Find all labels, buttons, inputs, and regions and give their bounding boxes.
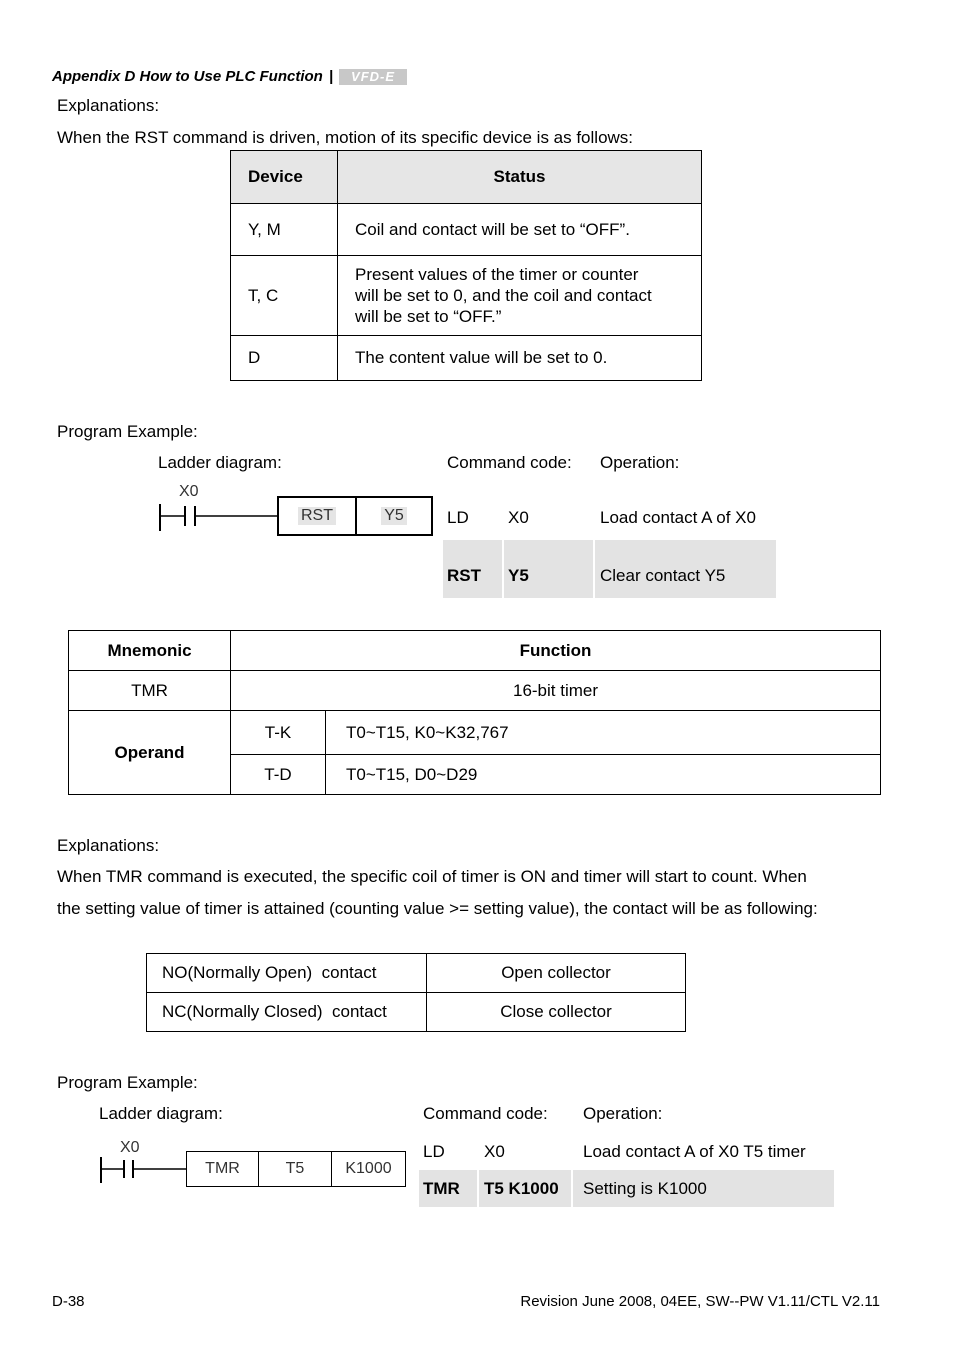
header-title: Appendix D How to Use PLC Function	[52, 68, 323, 85]
status-cell: Coil and contact will be set to “OFF”.	[338, 204, 702, 256]
status-line: will be set to 0, and the coil and contact	[355, 286, 652, 305]
code-cmd: TMR	[423, 1179, 460, 1198]
device-cell: T, C	[231, 256, 338, 336]
mnemonic-cell: TMR	[69, 671, 231, 711]
header-separator: |	[328, 68, 334, 85]
code-op: Setting is K1000	[583, 1179, 707, 1198]
code-cmd: LD	[447, 508, 469, 527]
table-header-row	[69, 631, 881, 671]
ladder-timer: T5	[259, 1152, 332, 1186]
table-row	[69, 711, 881, 755]
rst-program-example-label: Program Example:	[57, 422, 198, 441]
operand-range-cell: T0~T15, K0~K32,767	[326, 711, 881, 755]
ladder-instruction-box	[277, 496, 433, 536]
operand-range-cell: T0~T15, D0~D29	[326, 755, 881, 795]
code-cmd: LD	[423, 1142, 445, 1161]
ladder-instruction: TMR	[187, 1152, 259, 1186]
rst-explanations-label: Explanations:	[57, 96, 160, 115]
contact-cell: NO(Normally Open) contact	[147, 954, 427, 993]
normally-open-contact-icon	[155, 500, 285, 534]
function-cell: 16-bit timer	[231, 671, 881, 711]
tmr-command-code-label: Command code:	[423, 1104, 548, 1123]
tmr-spec-table	[68, 630, 881, 795]
page-number: D-38	[52, 1293, 85, 1310]
page-header	[52, 68, 407, 85]
table-row	[231, 256, 702, 336]
ladder-operand: Y5	[357, 498, 431, 534]
rst-intro-text: When the RST command is driven, motion of its specific device is as follows:	[57, 128, 634, 147]
state-cell: Close collector	[427, 993, 686, 1032]
code-arg: T5 K1000	[484, 1179, 559, 1198]
code-arg: X0	[484, 1142, 505, 1161]
rst-ladder-label: Ladder diagram:	[158, 453, 282, 472]
table-row	[231, 204, 702, 256]
rst-command-code-label: Command code:	[447, 453, 572, 472]
code-op: Clear contact Y5	[600, 566, 726, 585]
table-row	[69, 671, 881, 711]
table-row	[147, 954, 686, 993]
status-cell	[338, 256, 702, 336]
device-cell: Y, M	[231, 204, 338, 256]
ladder-contact-label: X0	[179, 483, 199, 500]
code-op: Load contact A of X0	[600, 508, 756, 527]
tmr-ladder-label: Ladder diagram:	[99, 1104, 223, 1123]
vfd-e-logo: VFD-E	[339, 69, 407, 85]
table-header-row	[231, 151, 702, 204]
status-header: Status	[338, 151, 702, 204]
state-cell: Open collector	[427, 954, 686, 993]
ladder-contact-label: X0	[120, 1139, 140, 1156]
tmr-explanation-line: the setting value of timer is attained (counting value >= setting value), the contact will be as following:	[57, 899, 818, 918]
table-row	[147, 993, 686, 1032]
code-arg: Y5	[508, 566, 529, 585]
rst-operation-label: Operation:	[600, 453, 680, 472]
tmr-explanations-label: Explanations:	[57, 836, 160, 855]
operand-type-cell: T-D	[231, 755, 326, 795]
ladder-timer-box	[186, 1151, 406, 1187]
mnemonic-header: Mnemonic	[69, 631, 231, 671]
rst-device-table	[230, 150, 702, 381]
contact-state-table	[146, 953, 686, 1032]
revision-info: Revision June 2008, 04EE, SW--PW V1.11/CTL V2.11	[520, 1293, 880, 1310]
status-line: will be set to “OFF.”	[355, 307, 502, 326]
table-row	[231, 336, 702, 381]
function-header: Function	[231, 631, 881, 671]
code-arg: X0	[508, 508, 529, 527]
status-line: Present values of the timer or counter	[355, 265, 639, 284]
normally-open-contact-icon	[96, 1154, 188, 1186]
tmr-program-example-label: Program Example:	[57, 1073, 198, 1092]
ladder-instruction: RST	[279, 498, 357, 534]
device-cell: D	[231, 336, 338, 381]
device-header: Device	[231, 151, 338, 204]
code-op: Load contact A of X0 T5 timer	[583, 1142, 806, 1161]
code-cmd: RST	[447, 566, 481, 585]
tmr-operation-label: Operation:	[583, 1104, 663, 1123]
ladder-setting: K1000	[345, 1160, 392, 1177]
operand-type-cell: T-K	[231, 711, 326, 755]
status-cell: The content value will be set to 0.	[338, 336, 702, 381]
tmr-explanation-line: When TMR command is executed, the specific coil of timer is ON and timer will start to count. When	[57, 867, 807, 886]
contact-cell: NC(Normally Closed) contact	[147, 993, 427, 1032]
operand-label-cell: Operand	[69, 711, 231, 795]
